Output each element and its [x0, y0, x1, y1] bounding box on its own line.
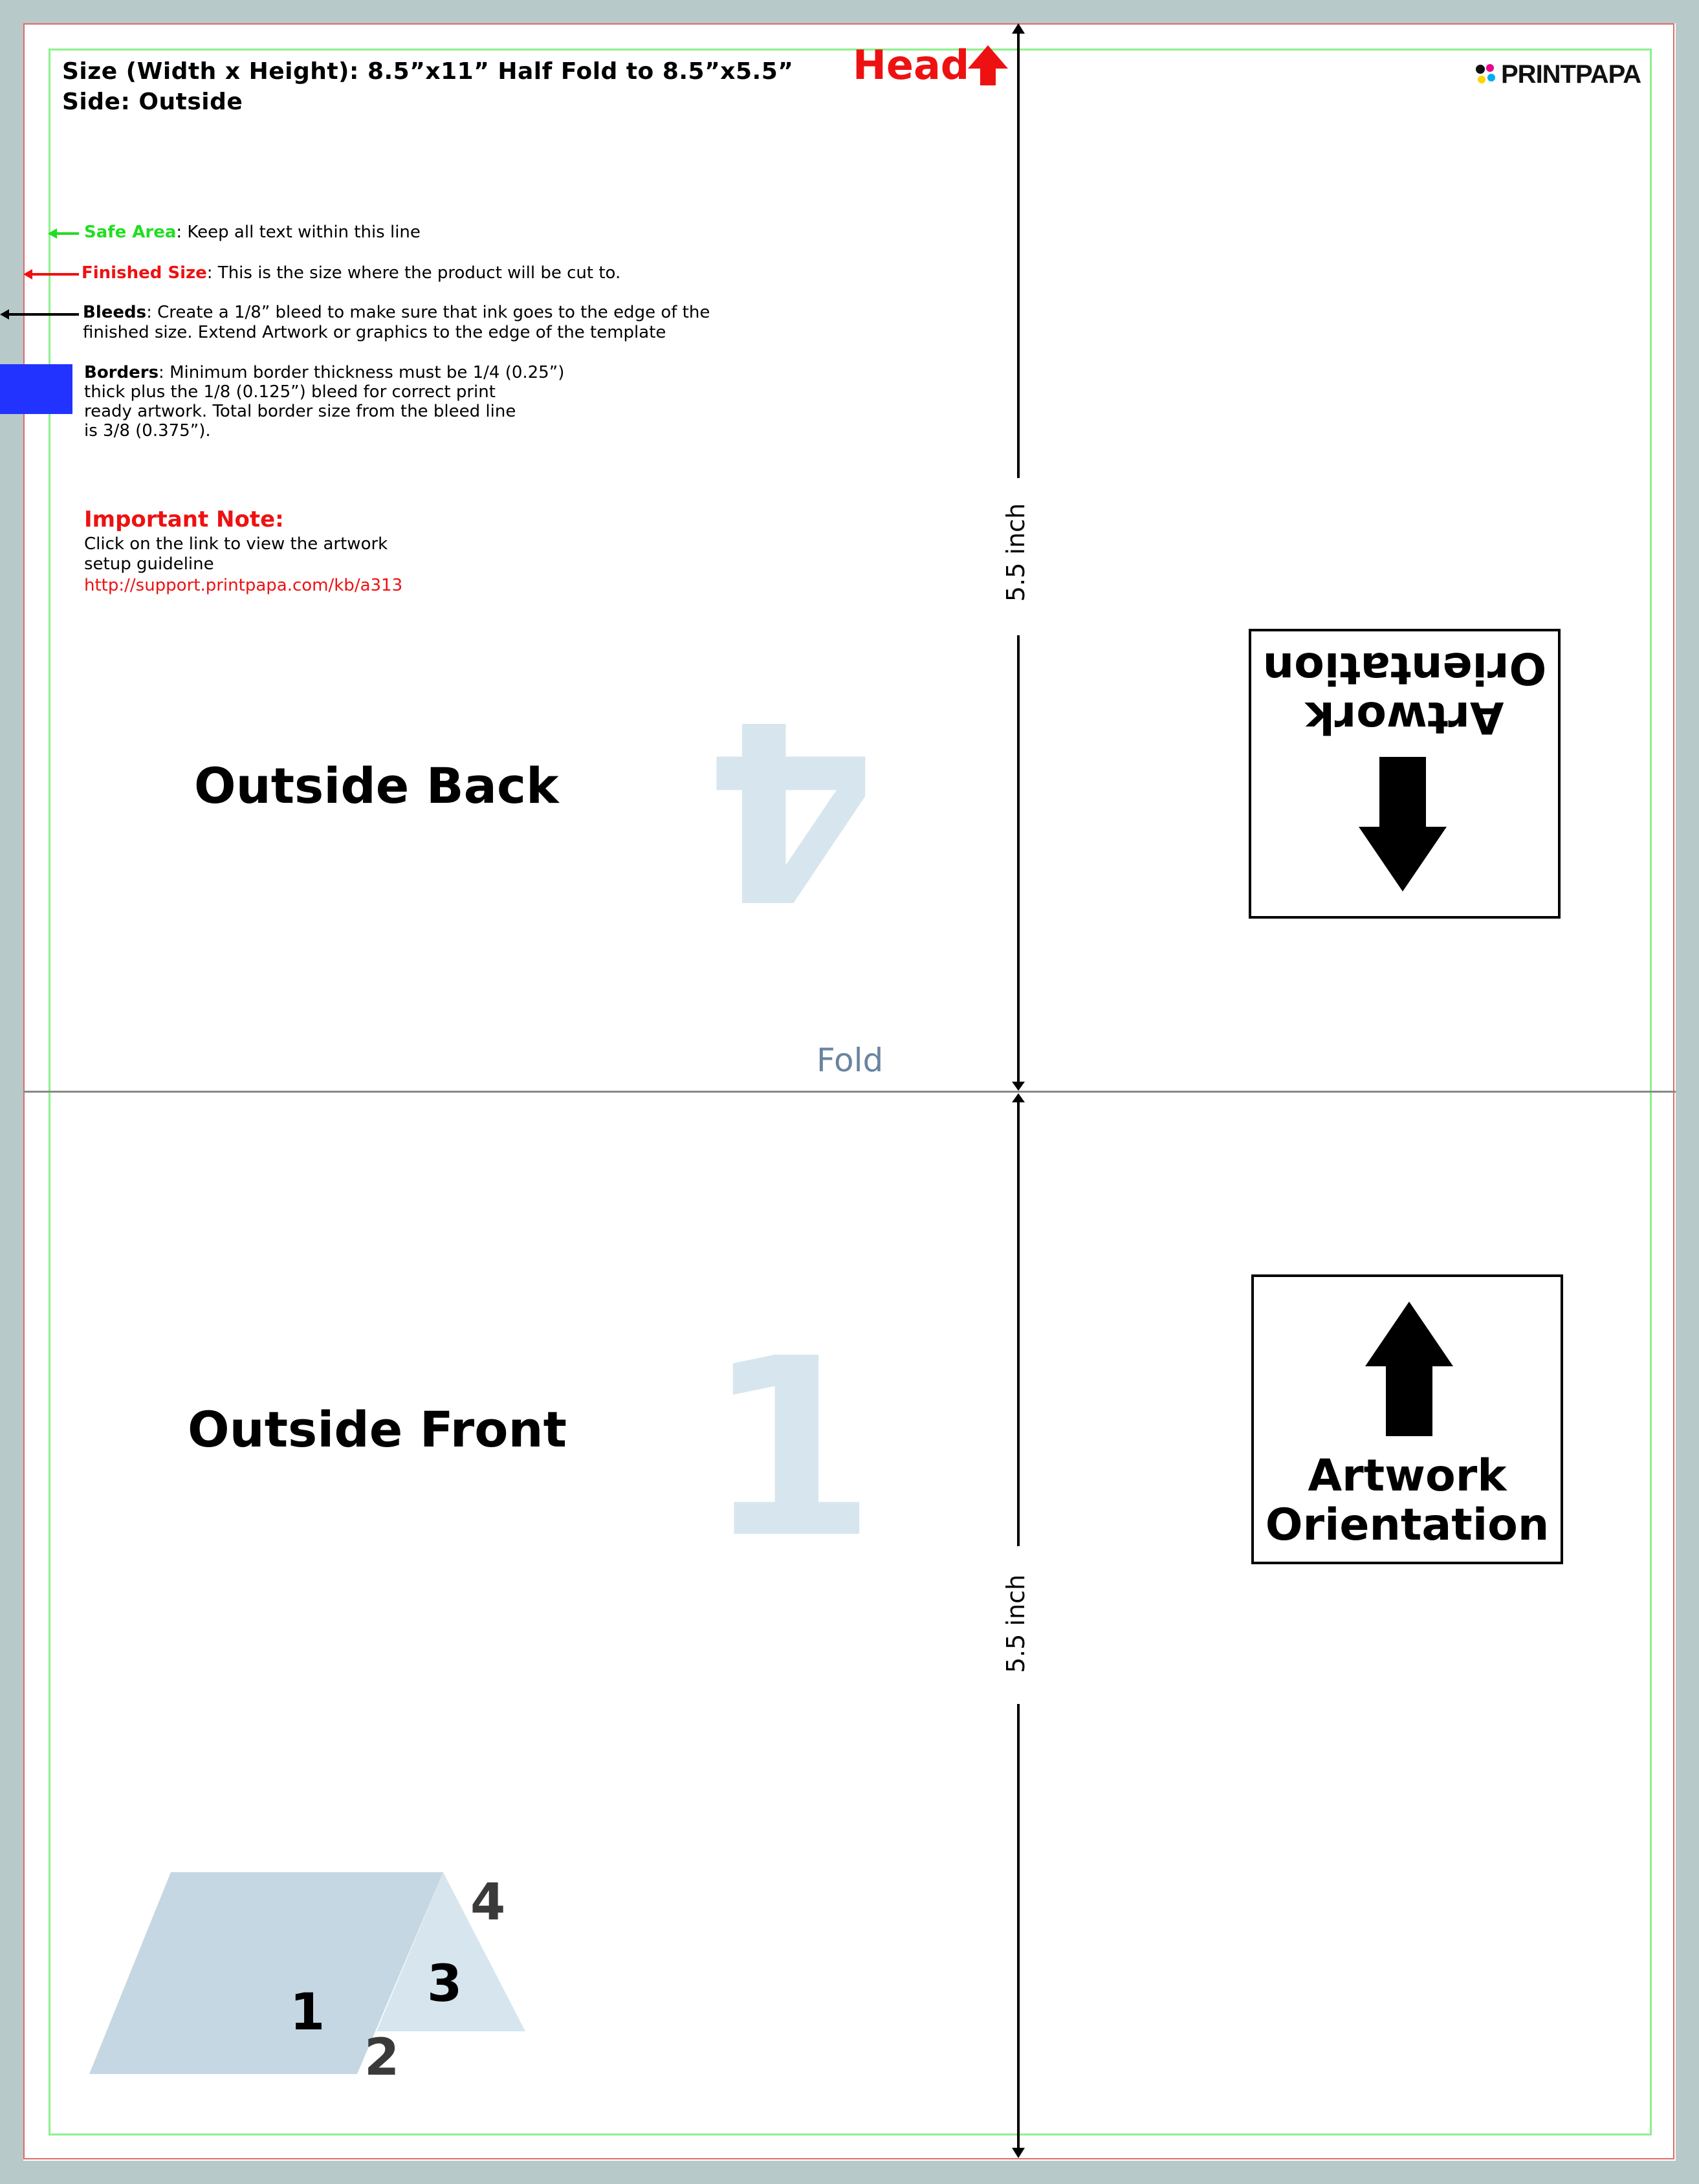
- dimension-line-top-upper: [1017, 28, 1020, 478]
- side-title: Side: Outside: [62, 89, 243, 115]
- legend-borders: [84, 363, 564, 383]
- fold-label: Fold: [817, 1042, 884, 1079]
- orientation-line2-top: Orientation: [1262, 642, 1547, 693]
- dimension-line-bottom-upper: [1017, 1100, 1020, 1546]
- dimension-label-bottom: 5.5 inch: [1002, 1574, 1031, 1674]
- important-note-title: Important Note:: [84, 507, 284, 532]
- borders-label: Borders: [84, 363, 159, 382]
- legend-safe-area: [84, 223, 421, 243]
- note-body-1: Click on the link to view the artwork: [84, 534, 388, 554]
- fold-diagram: [84, 1863, 537, 2083]
- fold-diagram-number-3: 3: [427, 1955, 463, 2013]
- head-label: Head: [853, 41, 970, 89]
- bleeds-text-1: : Create a 1/8” bleed to make sure that ink goes to the edge of the: [146, 303, 710, 322]
- borders-text-3: ready artwork. Total border size from the bleed line: [84, 402, 516, 421]
- panel-number-bottom: 1: [705, 1305, 877, 1592]
- printpapa-logo: [1473, 60, 1641, 89]
- legend-finished-size: [82, 263, 620, 283]
- orientation-text-bottom: [1254, 1452, 1561, 1550]
- bleeds-text-2: finished size. Extend Artwork or graphics to the edge of the template: [83, 323, 666, 342]
- borders-text-4: is 3/8 (0.375”).: [84, 421, 211, 441]
- dimension-line-top-lower: [1017, 635, 1020, 1082]
- fold-diagram-number-1: 1: [290, 1983, 325, 2042]
- guideline-link[interactable]: http://support.printpapa.com/kb/a313: [84, 576, 403, 595]
- artwork-orientation-box-top: [1249, 629, 1561, 919]
- orientation-arrow-up-icon: [1359, 757, 1447, 891]
- finished-size-label: Finished Size: [82, 263, 207, 283]
- safe-area-text: : Keep all text within this line: [176, 223, 421, 242]
- fold-line: [23, 1091, 1676, 1093]
- logo-mark-icon: [1473, 61, 1498, 87]
- panel-number-top: 4: [705, 666, 877, 952]
- border-swatch: [0, 364, 72, 414]
- panel-title-outside-back: Outside Back: [194, 757, 559, 814]
- orientation-line2-bottom: Orientation: [1265, 1500, 1550, 1551]
- panel-title-outside-front: Outside Front: [188, 1401, 567, 1458]
- safe-area-arrow-icon: [48, 226, 79, 241]
- borders-text-2: thick plus the 1/8 (0.125”) bleed for correct print: [84, 382, 496, 402]
- dimension-arrow-bottom-icon: [1009, 2146, 1027, 2161]
- orientation-line1-top: Artwork: [1305, 692, 1504, 743]
- dimension-label-top: 5.5 inch: [1002, 503, 1031, 602]
- artwork-orientation-box-bottom: [1251, 1274, 1563, 1564]
- fold-diagram-number-2: 2: [364, 2029, 400, 2087]
- orientation-line1-bottom: Artwork: [1308, 1450, 1507, 1502]
- finished-size-text: : This is the size where the product will be cut to.: [206, 263, 621, 283]
- logo-text: PRINTPAPA: [1501, 60, 1641, 89]
- legend-bleeds: [83, 303, 710, 323]
- dimension-line-bottom-lower: [1017, 1704, 1020, 2153]
- size-title: Size (Width x Height): 8.5”x11” Half Fold to 8.5”x5.5”: [62, 58, 794, 85]
- bleeds-label: Bleeds: [83, 303, 147, 322]
- borders-text-1: : Minimum border thickness must be 1/4 (0.25”): [159, 363, 565, 382]
- note-body-2: setup guideline: [84, 554, 214, 574]
- orientation-arrow-up-icon: [1365, 1302, 1453, 1436]
- fold-diagram-number-4: 4: [470, 1873, 506, 1932]
- orientation-text-top: [1251, 643, 1558, 741]
- head-arrow-icon: [967, 45, 1009, 87]
- finished-size-arrow-icon: [23, 267, 79, 282]
- bleeds-arrow-icon: [0, 307, 79, 322]
- safe-area-label: Safe Area: [84, 223, 177, 242]
